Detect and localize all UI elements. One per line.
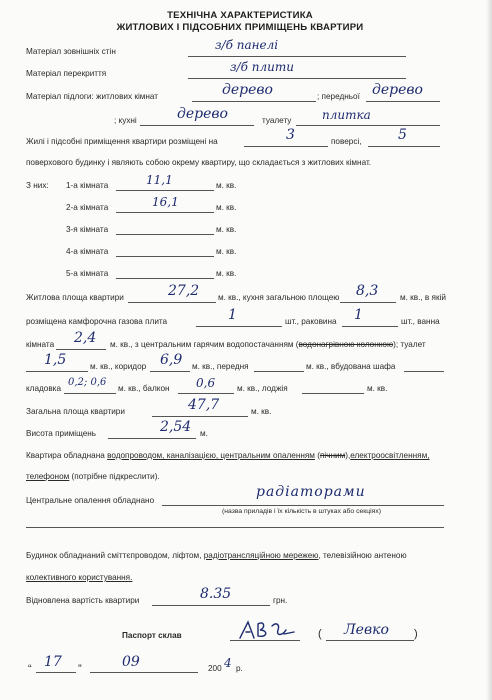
title-line-2: ЖИТЛОВИХ І ПІДСОБНИХ ПРИМІЩЕНЬ КВАРТИРИ	[116, 22, 364, 33]
room-2-line	[116, 212, 214, 213]
flooring-toilet-label: туалету	[262, 116, 292, 125]
location-floor-line	[244, 146, 328, 147]
floors-value: з/б плити	[230, 60, 294, 74]
location-total-line	[368, 146, 440, 147]
room-4-line	[116, 256, 214, 257]
location-total-value: 5	[398, 127, 407, 143]
balcony-unit: м. кв., лоджія	[237, 384, 288, 393]
utilities-line-1	[26, 451, 429, 460]
total-area-label: Загальна площа квартири	[26, 407, 125, 416]
living-area-unit: м. кв., кухня загальною площею	[218, 293, 340, 302]
loggia-unit: м. кв.	[367, 384, 388, 393]
kitchen-area-line	[340, 302, 396, 303]
stove-line	[196, 326, 282, 327]
passport-signer-line	[326, 640, 414, 641]
room-5-line	[116, 278, 214, 279]
flooring-label: Матеріал підлоги: житлових кімнат	[26, 92, 159, 101]
bath-label: кімната	[26, 340, 55, 349]
floors-label: Матеріал перекриття	[26, 69, 107, 78]
rooms-of-them-label: З них:	[26, 181, 49, 190]
heating-line-2	[26, 527, 444, 528]
date-year-prefix: 200	[208, 664, 222, 673]
heating-label: Центральне опалення обладнано	[26, 496, 155, 505]
date-day-line	[36, 672, 76, 673]
bath-unit-a: м. кв., з центральним гарячим водопостачанням (	[110, 340, 299, 349]
walls-line	[188, 56, 406, 57]
building-a: Будинок обладнаний сміттєпроводом, ліфтом,	[26, 551, 204, 560]
cost-line	[152, 605, 270, 606]
room-5-label: 5-а кімната	[66, 269, 109, 278]
height-line	[108, 438, 196, 439]
flooring-rooms-line	[192, 101, 316, 102]
passport-close-paren: )	[414, 628, 418, 640]
room-4-unit: м. кв.	[216, 247, 237, 256]
flooring-hall-line	[366, 101, 440, 102]
cost-value: 8.35	[200, 586, 232, 602]
date-quote-close: ”	[78, 663, 82, 675]
room-1-value: 11,1	[146, 173, 173, 187]
cost-label: Відновлена вартість квартири	[26, 596, 140, 605]
room-1-label: 1-а кімната	[66, 181, 109, 190]
flooring-toilet-value: плитка	[322, 108, 371, 122]
wardrobe-line	[404, 371, 444, 372]
date-month: 09	[122, 654, 140, 670]
stove-value: 1	[228, 307, 237, 323]
sink-unit: шт., ванна	[401, 317, 440, 326]
total-area-value: 47,7	[188, 397, 220, 413]
paper-edge-shadow	[486, 0, 492, 700]
stove-label: розміщена камфорочна газова плита	[26, 317, 168, 326]
corridor-value: 6,9	[160, 352, 183, 368]
utilities-f: електроосвітленням,	[350, 451, 430, 460]
pantry-line	[64, 393, 116, 394]
pantry-value: 0,2; 0,6	[68, 377, 107, 388]
room-2-value: 16,1	[152, 195, 179, 209]
utilities-line-2	[26, 472, 160, 481]
corridor-line	[150, 371, 190, 372]
location-line-2: поверхового будинку і являють собою окрему квартиру, що складається з житлових кімнат.	[26, 158, 372, 167]
passport-signer: Левко	[344, 622, 389, 638]
flooring-hall-label: ; передньої	[317, 92, 360, 101]
total-area-unit: м. кв.	[251, 407, 272, 416]
date-suffix: р.	[236, 664, 243, 673]
passport-label: Паспорт склав	[122, 631, 182, 640]
utilities-h: (потрібне підкреслити).	[69, 472, 160, 481]
utilities-c: (	[314, 451, 320, 460]
location-prefix: Жилі і підсобні приміщення квартири розміщені на	[26, 137, 218, 146]
room-4-label: 4-а кімната	[66, 247, 109, 256]
utilities-g: телефоном	[26, 472, 70, 481]
balcony-line	[178, 393, 234, 394]
heating-line	[162, 505, 444, 506]
living-area-value: 27,2	[168, 283, 200, 299]
corridor-unit: м. кв., передня	[192, 362, 249, 371]
flooring-kitchen-label: ; кухні	[114, 116, 137, 125]
heating-note: (назва приладів і їх кількість в штуках або секціях)	[222, 508, 381, 515]
utilities-d: пічним	[319, 451, 346, 460]
living-area-label: Житлова площа квартири	[26, 293, 124, 302]
sink-line	[342, 326, 398, 327]
flooring-hall-value: дерево	[372, 82, 423, 98]
location-floor-value: 3	[286, 127, 295, 143]
location-floor-label: поверсі,	[331, 137, 362, 146]
cost-unit: грн.	[273, 596, 288, 605]
bath-value: 2,4	[74, 330, 97, 346]
total-area-line	[152, 416, 248, 417]
date-day: 17	[44, 654, 62, 670]
bath-unit-b: ); туалет	[393, 340, 426, 349]
stove-unit: шт., раковина	[285, 317, 337, 326]
pantry-label: кладовка	[26, 384, 62, 393]
flooring-toilet-line	[296, 125, 440, 126]
date-quote-open: “	[28, 663, 32, 675]
walls-label: Матеріал зовнішніх стін	[26, 47, 116, 56]
heating-value: радіаторами	[256, 484, 366, 500]
date-month-line	[90, 672, 198, 673]
flooring-kitchen-line	[140, 125, 254, 126]
bath-line	[56, 349, 106, 350]
walls-value: з/б панелі	[215, 38, 279, 52]
kitchen-area-unit: м. кв., в якій	[400, 293, 446, 302]
title-line-1: ТЕХНІЧНА ХАРАКТЕРИСТИКА	[167, 10, 313, 21]
date-year: 4	[224, 656, 232, 670]
signature-line	[230, 640, 300, 641]
balcony-value: 0,6	[196, 376, 216, 390]
flooring-kitchen-value: дерево	[177, 106, 228, 122]
bath-strike: водонагрівною колонкою	[298, 340, 394, 349]
room-3-unit: м. кв.	[216, 225, 237, 234]
building-b: радіотрансляційною мережею	[203, 551, 319, 560]
height-label: Висота приміщень	[26, 429, 97, 438]
toilet-area-value: 1,5	[44, 352, 67, 368]
hall-line	[254, 371, 304, 372]
building-line-1	[26, 551, 407, 560]
signature	[236, 618, 298, 642]
bath-text	[110, 340, 426, 349]
height-unit: м.	[200, 429, 208, 438]
passport-open-paren: (	[318, 628, 322, 640]
utilities-a: Квартира обладнана	[26, 451, 108, 460]
living-area-line	[128, 302, 216, 303]
room-3-label: 3-я кімната	[66, 225, 109, 234]
hall-unit: м. кв., вбудована шафа	[306, 362, 396, 371]
utilities-b: водопроводом, каналізацією, центральним опаленням	[107, 451, 315, 460]
utilities-e: ),	[345, 451, 351, 460]
building-line-2: колективного користування.	[26, 573, 133, 582]
room-2-label: 2-а кімната	[66, 203, 109, 212]
floors-line	[188, 78, 406, 79]
room-5-unit: м. кв.	[216, 269, 237, 278]
sink-value: 1	[354, 307, 363, 323]
flooring-rooms-value: дерево	[222, 82, 273, 98]
height-value: 2,54	[160, 419, 192, 435]
loggia-line	[302, 393, 364, 394]
kitchen-area-value: 8,3	[356, 283, 379, 299]
building-c: , телевізійною антеною	[318, 551, 407, 560]
toilet-area-line	[26, 371, 88, 372]
room-3-line	[116, 234, 214, 235]
toilet-area-unit: м. кв., коридор	[90, 362, 147, 371]
pantry-unit: м. кв., балкон	[118, 384, 170, 393]
room-2-unit: м. кв.	[216, 203, 237, 212]
room-1-unit: м. кв.	[216, 181, 237, 190]
room-1-line	[116, 190, 214, 191]
